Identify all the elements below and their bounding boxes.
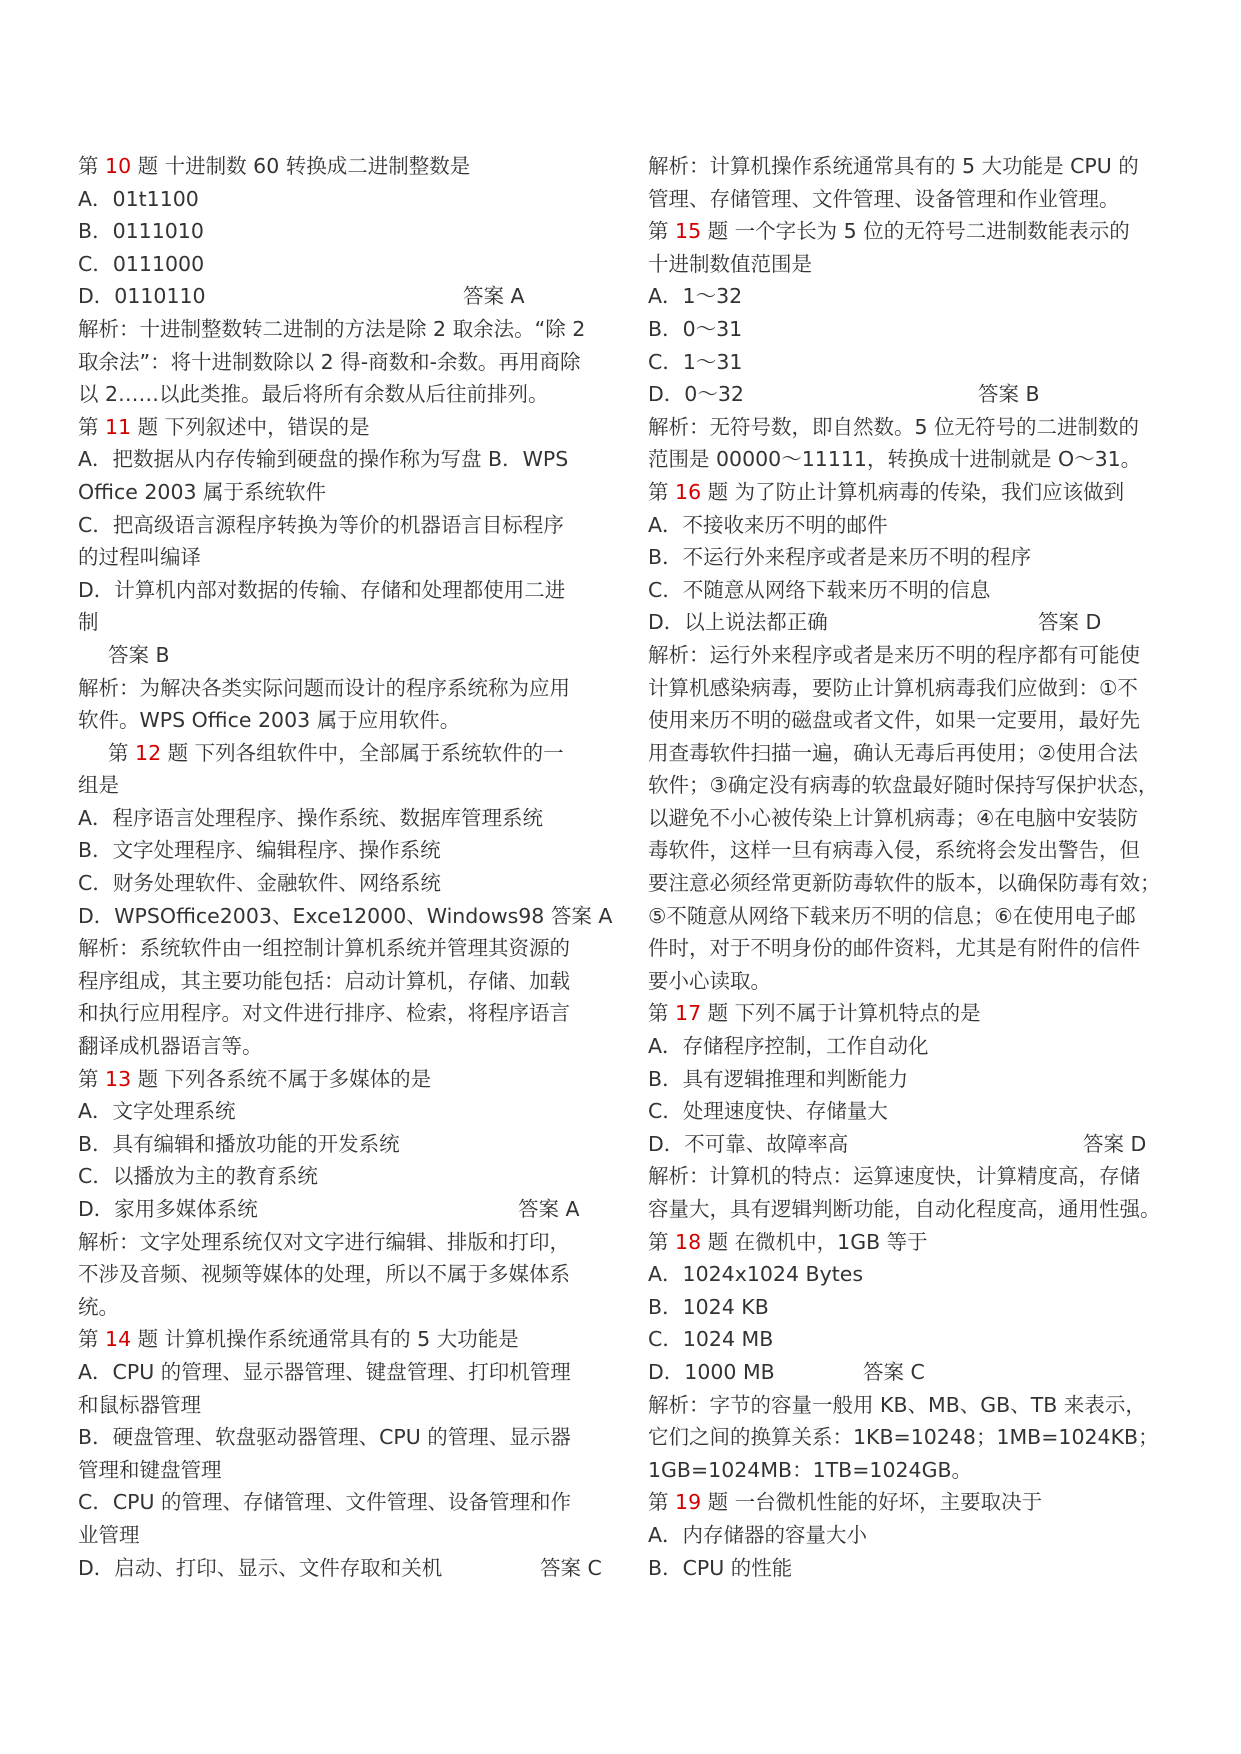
answer-label: 答案 C <box>863 1359 925 1384</box>
text-line: A．01t1100 <box>78 186 199 211</box>
text-line: 不涉及音频、视频等媒体的处理，所以不属于多媒体系 <box>78 1262 570 1287</box>
question-prefix: 第 <box>78 1327 106 1352</box>
text-line: 软件；③确定没有病毒的软盘最好随时保持写保护状态， <box>648 773 1159 798</box>
question-heading <box>78 411 608 444</box>
text-line: 管理、存储管理、文件管理、设备管理和作业管理。 <box>648 186 1120 211</box>
question-number: 17 <box>675 1001 702 1026</box>
text-line: D．WPSOffice2003、Exce12000、Windows98 答案 A <box>78 903 613 928</box>
question-text: 题 下列不属于计算机特点的是 <box>701 1001 981 1026</box>
question-text: 题 一台微机性能的好坏，主要取决于 <box>701 1490 1043 1515</box>
text-line: 制 <box>78 610 99 635</box>
text-line: 1GB=1024MB：1TB=1024GB。 <box>648 1457 973 1482</box>
text-line: ⑤不随意从网络下载来历不明的信息；⑥在使用电子邮 <box>648 903 1136 928</box>
question-text: 题 一个字长为 5 位的无符号二进制数能表示的 <box>701 219 1130 244</box>
text-line: 解析：运行外来程序或者是来历不明的程序都有可能使 <box>648 642 1140 667</box>
text-line: 统。 <box>78 1294 119 1319</box>
question-number: 16 <box>675 479 702 504</box>
option-text: D．0～32 <box>648 382 744 407</box>
option-line-with-answer <box>78 1193 608 1226</box>
text-line: B．具有逻辑推理和判断能力 <box>648 1066 909 1091</box>
question-number: 18 <box>675 1229 702 1254</box>
question-heading <box>648 1226 1168 1259</box>
text-line: 软件。WPS Office 2003 属于应用软件。 <box>78 708 461 733</box>
text-line: 计算机感染病毒，要防止计算机病毒我们应做到：①不 <box>648 675 1138 700</box>
option-line-with-answer <box>78 280 608 313</box>
text-line: 组是 <box>78 773 119 798</box>
question-prefix: 第 <box>108 740 136 765</box>
text-line: C．0111000 <box>78 251 205 276</box>
text-line: A．CPU 的管理、显示器管理、键盘管理、打印机管理 <box>78 1359 571 1384</box>
question-prefix: 第 <box>648 219 676 244</box>
question-prefix: 第 <box>78 1066 106 1091</box>
question-text: 题 下列各组软件中，全部属于系统软件的一 <box>161 740 564 765</box>
option-text: D．启动、打印、显示、文件存取和关机 <box>78 1555 443 1580</box>
text-line: B．文字处理程序、编辑程序、操作系统 <box>78 838 441 863</box>
text-line: 使用来历不明的磁盘或者文件，如果一定要用，最好先 <box>648 708 1140 733</box>
text-line: 范围是 00000～11111，转换成十进制就是 O～31。 <box>648 447 1142 472</box>
option-text: D．家用多媒体系统 <box>78 1197 258 1221</box>
question-text: 题 为了防止计算机病毒的传染，我们应该做到 <box>701 479 1125 504</box>
text-line: 解析：计算机的特点：运算速度快，计算精度高，存储 <box>648 1164 1140 1189</box>
text-line: C．1～31 <box>648 349 743 374</box>
text-line: A．内存储器的容量大小 <box>648 1522 868 1547</box>
question-prefix: 第 <box>78 414 106 439</box>
question-text: 题 十进制数 60 转换成二进制整数是 <box>131 154 471 178</box>
text-line: B．CPU 的性能 <box>648 1555 793 1580</box>
question-number: 12 <box>135 740 162 765</box>
text-line: 取余法”：将十进制数除以 2 得-商数和-余数。再用商除 <box>78 349 581 374</box>
option-text: D．1000 MB <box>648 1359 775 1384</box>
question-number: 14 <box>105 1327 132 1352</box>
text-line: 毒软件，这样一旦有病毒入侵，系统将会发出警告，但 <box>648 838 1140 863</box>
option-line-with-answer <box>648 1356 1168 1389</box>
question-number: 19 <box>675 1490 702 1515</box>
text-line: 的过程叫编译 <box>78 545 201 570</box>
text-line: A．1～32 <box>648 284 743 309</box>
question-heading <box>78 1323 608 1356</box>
text-line: C．把高级语言源程序转换为等价的机器语言目标程序 <box>78 512 564 537</box>
option-text: D．以上说法都正确 <box>648 610 828 635</box>
text-line: 翻译成机器语言等。 <box>78 1034 263 1059</box>
option-text: D．不可靠、故障率高 <box>648 1131 849 1156</box>
text-line: A．存储程序控制，工作自动化 <box>648 1034 929 1059</box>
question-heading <box>648 215 1168 248</box>
question-text: 题 下列各系统不属于多媒体的是 <box>131 1066 432 1091</box>
question-heading <box>648 997 1168 1030</box>
option-line-with-answer <box>648 378 1168 411</box>
question-heading <box>78 737 608 770</box>
question-number: 15 <box>675 219 702 244</box>
text-line: 十进制数值范围是 <box>648 251 812 276</box>
text-line: C．财务处理软件、金融软件、网络系统 <box>78 871 441 896</box>
question-prefix: 第 <box>648 1001 676 1026</box>
question-prefix: 第 <box>648 479 676 504</box>
text-line: 以避免不小心被传染上计算机病毒；④在电脑中安装防 <box>648 805 1138 830</box>
text-line: 和鼠标器管理 <box>78 1392 201 1417</box>
text-line: 答案 B <box>108 642 170 667</box>
text-line: B．具有编辑和播放功能的开发系统 <box>78 1131 400 1156</box>
answer-label: 答案 C <box>540 1555 602 1580</box>
question-heading <box>78 1063 608 1096</box>
question-number: 10 <box>105 154 132 178</box>
text-line: 解析：文字处理系统仅对文字进行编辑、排版和打印， <box>78 1229 570 1254</box>
text-line: 它们之间的换算关系：1KB=10248；1MB=1024KB； <box>648 1425 1159 1450</box>
text-line: C．1024 MB <box>648 1327 774 1352</box>
text-line: 解析：系统软件由一组控制计算机系统并管理其资源的 <box>78 936 570 961</box>
option-line-with-answer <box>78 1552 608 1585</box>
text-line: A．把数据从内存传输到硬盘的操作称为写盘 B．WPS <box>78 447 569 472</box>
question-heading <box>648 1486 1168 1519</box>
text-line: 业管理 <box>78 1522 140 1547</box>
text-line: Office 2003 属于系统软件 <box>78 479 327 504</box>
text-line: B．1024 KB <box>648 1294 769 1319</box>
answer-label: 答案 D <box>1038 610 1102 635</box>
text-line: D．计算机内部对数据的传输、存储和处理都使用二进 <box>78 577 566 602</box>
text-line: 解析：为解决各类实际问题而设计的程序系统称为应用 <box>78 675 570 700</box>
text-line: 和执行应用程序。对文件进行排序、检索，将程序语言 <box>78 1001 570 1026</box>
text-line: 要注意必须经常更新防毒软件的版本，以确保防毒有效； <box>648 871 1161 896</box>
answer-label: 答案 D <box>1083 1131 1147 1156</box>
text-line: 程序组成，其主要功能包括：启动计算机，存储、加载 <box>78 968 570 993</box>
text-line: C．不随意从网络下载来历不明的信息 <box>648 577 991 602</box>
option-line-with-answer <box>648 606 1168 639</box>
option-text: D．0110110 <box>78 284 206 309</box>
text-line: B．0111010 <box>78 219 204 244</box>
question-number: 13 <box>105 1066 132 1091</box>
option-line-with-answer <box>648 1128 1168 1161</box>
text-line: C．CPU 的管理、存储管理、文件管理、设备管理和作 <box>78 1490 572 1515</box>
text-line: 解析：字节的容量一般用 KB、MB、GB、TB 来表示， <box>648 1392 1146 1417</box>
question-text: 题 在微机中，1GB 等于 <box>701 1229 928 1254</box>
text-line: C．以播放为主的教育系统 <box>78 1164 318 1189</box>
text-line: 管理和键盘管理 <box>78 1457 222 1482</box>
text-line: B．0～31 <box>648 316 743 341</box>
question-number: 11 <box>105 414 132 439</box>
answer-label: 答案 A <box>463 284 525 309</box>
text-line: A．1024x1024 Bytes <box>648 1262 864 1287</box>
question-prefix: 第 <box>78 154 106 178</box>
question-text: 题 计算机操作系统通常具有的 5 大功能是 <box>131 1327 519 1352</box>
text-line: C．处理速度快、存储量大 <box>648 1099 888 1124</box>
text-line: 解析：十进制整数转二进制的方法是除 2 取余法。“除 2 <box>78 316 586 341</box>
question-heading <box>78 150 608 183</box>
question-prefix: 第 <box>648 1490 676 1515</box>
right-column <box>648 150 1168 1584</box>
answer-label: 答案 A <box>518 1197 580 1221</box>
text-line: B．硬盘管理、软盘驱动器管理、CPU 的管理、显示器 <box>78 1425 571 1450</box>
text-line: 要小心读取。 <box>648 968 771 993</box>
question-text: 题 下列叙述中，错误的是 <box>131 414 370 439</box>
text-line: A．程序语言处理程序、操作系统、数据库管理系统 <box>78 805 544 830</box>
question-prefix: 第 <box>648 1229 676 1254</box>
text-line: 件时，对于不明身份的邮件资料，尤其是有附件的信件 <box>648 936 1140 961</box>
text-line: 解析：计算机操作系统通常具有的 5 大功能是 CPU 的 <box>648 154 1139 178</box>
text-line: 以 2……以此类推。最后将所有余数从后往前排列。 <box>78 382 549 407</box>
text-line: 容量大，具有逻辑判断功能，自动化程度高，通用性强。 <box>648 1197 1161 1221</box>
text-line: 用查毒软件扫描一遍，确认无毒后再使用；②使用合法 <box>648 740 1138 765</box>
text-line: B．不运行外来程序或者是来历不明的程序 <box>648 545 1032 570</box>
text-line: 解析：无符号数，即自然数。5 位无符号的二进制数的 <box>648 414 1140 439</box>
question-heading <box>648 476 1168 509</box>
text-line: A．不接收来历不明的邮件 <box>648 512 888 537</box>
left-column <box>78 150 613 1584</box>
answer-label: 答案 B <box>978 382 1040 407</box>
text-line: A．文字处理系统 <box>78 1099 236 1124</box>
